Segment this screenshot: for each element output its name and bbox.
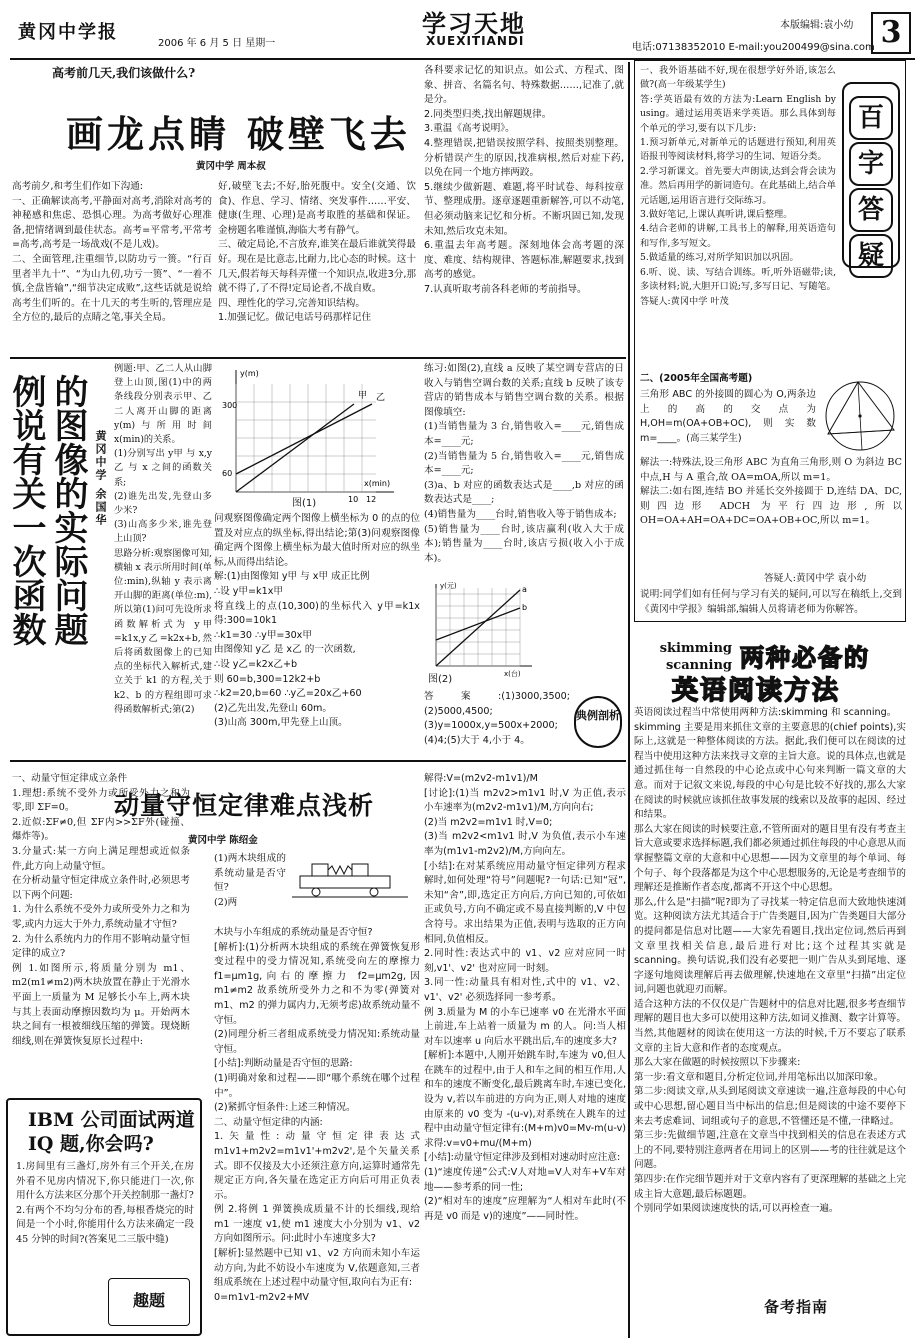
fig1-ytick: 300 <box>222 401 238 410</box>
article1-col2: 好,破壁飞去;不好,胎死腹中。安全(交通、饮食)、作息、学习、情绪、突发事件……平安、健康(生理、心理)是高考取胜的基础和保证。金榜题名唯谨慎,海临大考有静气。 三、破定局论,不言放弃,谁笑在最后谁就笑得最好。现在是比意志,比耐力,比心态的时候。这十几天,假若每天每科弄懂一个知识点,收进3分,那就不得了,了不得!定局论者,不战自败。 四、理性化的学习,完善知识结构。 1.加强记忆。做记电话号码那样记住 <box>218 181 416 324</box>
divider-a2 <box>10 760 626 762</box>
fig2-xlabel: x(台) <box>504 670 521 678</box>
fig1-xlabel: x(min) <box>364 479 391 488</box>
contact-info: 电话:07138352010 E-mail:you200499@sina.com <box>632 42 875 53</box>
fig1-series-label: 甲 <box>358 391 368 401</box>
fig2-series-label: a <box>522 585 527 594</box>
seal-char-2: 字 <box>849 142 893 186</box>
article3-headline-2: 英语阅读方法 <box>672 676 841 706</box>
graph-figure-2 <box>424 580 536 684</box>
article4-col-right: 解得:V=(m2v2-m1v1)/M [讨论]:(1)当 m2v2>m1v1 时,V 为正值,表示小车速率为(m2v2-m1v1)/M,方向向右; (2)当 m2v2=m1v1 时,V=0; (3)当 m2v2<m1v1 时,V 为负值,表示小车速率为(m1v1-m2v2)/M,方向向左。 [小结]:在对某系统应用动量守恒定律列方程求解时,如何处理“符号”问题呢?一句话:已知“冠”,未知“舍”,即,选定正方向后,方向已知的,可依如正或负号,方向不确定或不易直接判断的,V 中包含符号。求出结果为正值,表明与选取的正方向相同,负值相反。 2.同时性:表达式中的 v1、v2 应对应同一时刻,v1'、v2' 也对应同一时刻。 3.同一性:动量具有相对性,式中的 v1、v2、v1'、v2' 必须选择同一参考系。 例 3.质量为 M 的小车已速率 v0 在光滑水平面上前进,车上站着一质量为 m 的人。问:当人相对车以速率 u 向后水平跳出后,车的速度多大? [解析]:本题中,人刚开始跳车时,车速为 v0,但人在跳车的过程中,由于人和车之间的相互作用,人和车的速度不断变化,最后跳离车时,车速已变化,设为 v,若以车前进的方向为正,则人对地的速度由原来的 v0 变为 -(u-v),对系统在人跳车的过程中由动量守恒定律有:(M+m)v0=Mv-m(u-v)求得:v=v0+mu/(M+m) [小结]:动量守恒定律涉及到相对速动时应注意: (1)“速度传递”公式:V人对地=V人对车+V车对地——参考系的同一性; (2)“相对车的速度”应理解为“人相对车此时(不再是 v0 而是 v)的速度”——同时性。 <box>424 773 626 1222</box>
issue-date: 2006 年 6 月 5 日 星期一 <box>158 38 276 49</box>
qa-block2-answerer: 答疑人:黄冈中学 袁小幼 <box>764 573 867 584</box>
section-title: 学习天地 <box>422 9 526 38</box>
article2-example <box>114 362 212 715</box>
section-pinyin: XUEXITIANDI <box>426 34 525 48</box>
article4-side-col: 一、动量守恒定律成立条件 1.理想:系统不受外力或所受外力之和为零,即 ΣF=0。 2.近似:ΣF≠0,但 ΣF内>>ΣF外(碰撞、爆炸等)。 3.分量式:某一方向上满足理想或近似条件,此方向上动量守恒。 在分析动量守恒定律成立条件时,必须思考以下两个问题: 1. 为什么系统不受外力或所受外力之和为零,或内力远大于外力,系统动量才守恒? 2. 为什么系统内力的作用不影响动量守恒定律的成立? 例 1.如图所示,将质量分别为 m1、m2(m1≠m2)两木块放置在静止于光滑水平面上一质量为 M 足够长小车上,两木块与其上表面动摩擦因数均为 μ。开始两木块之间有一根被细线压缩的弹簧。现烧断细线,则在弹簧恢复原长过程中: <box>12 773 190 1047</box>
ibm-title: IBM 公司面试两道 IQ 题,你会吗? <box>28 1109 195 1155</box>
classic-example-stamp: 典例剖析 <box>574 696 622 748</box>
article4-byline: 黄冈中学 陈绍金 <box>188 835 258 846</box>
article1-kicker: 高考前几天,我们该做什么? <box>52 66 196 80</box>
fig1-ylabel: y(m) <box>240 369 259 378</box>
article2-analysis-tail <box>12 682 212 756</box>
qa-block2-title: 二、(2005年全国高考题) <box>640 373 753 384</box>
fig1-line-jia <box>236 404 354 492</box>
masthead <box>10 4 915 60</box>
qa-block2-problem: 三角形 ABC 的外接圆的圆心为 O,两条边上的高的交点为 H,OH=m(OA+OB+OC),则实数 m=____。(高三某学生) <box>640 389 816 444</box>
page-editor: 本版编辑:袁小幼 <box>780 20 854 31</box>
article2-title-col1: 例说有关一次函数 <box>6 374 46 646</box>
article3-body: 英语阅读过程当中常使用两种方法:skimming 和 scanning。 skimming 主要是用来抓住文章的主要意思的(chief points),实际上,这就是一种整体阅读的方法。据此,我们便可以在阅读的过程当中使用这种方法来找寻文章的主旨大意。说的具体点,也就是通过抓住每一自然段的中心论点或中心句来判断一篇文章的大意。而对于记叙文来说,每段的中心句是比较不好找的,那么大家在阅读的时候就应该抓住故事发展的线索以及故事的起因、经过和结果。 那么大家在阅读的时候要注意,不管所面对的题目里有没有考查主旨大意或要求选择标题,我们都必须通过抓住每段的中心意思从而掌握整篇文章的大意和中心思想——因为文章里的每个单词、每个句子、每个段落都是为这个中心思想服务的,无论是考查细节的理解还是推断作者态度,都离不开这个中心思想。 那么,什么是“扫描”呢?即为了寻找某一特定信息而大致地快速浏览。这种阅读方法尤其适合于广告类题目,因为广告类题目大部分的提问都是信息对比题——大家先看题目,找出定位词,然后再到文章里找相关信息,最后进行对比;这个过程其实就是 scanning。换句话说,我们没有必要把一则广告从头到尾地、逐字逐句地阅读理解后再去做理解,快速地在文章里“扫描”出定位词,问题也就迎刃而解。 适合这种方法的不仅仅是广告题材中的信息对比题,很多考查细节理解的题目也大多可以使用这种方法,如词义推测、数字计算等。当然,其他题材的阅读在使用这一方法的时候,千万不要忘了联系文章的主旨大意和作者的态度观点。 那么大家在做题的时候按照以下步骤来: 第一步:看文章和题目,分析定位词,并用笔标出以加深印象。 第二步:阅读文章,从头到尾阅读文章速读一遍,注意每段的中心句或中心思想,留心题目当中标出的信息;但是阅读的中途不要停下来去考虑难词、词组或句子的意思,不管懂还是不懂,一律略过。 第三步:先做细节题,注意在文章当中找到相关的信息在表述方式上的不同,要特别注意两者在用词上的区别——考的往往就是这个问题。 第四步:在作完细节题并对于文章内容有了更深理解的基础之上完成主旨大意题,最后标题题。 个别同学如果阅读速度快的话,可以再检查一遍。 <box>634 707 906 1215</box>
graph-figure-1 <box>214 364 400 512</box>
article1-headline: 画龙点睛 破壁飞去 <box>66 112 411 156</box>
article4-question: (1)两木块组成的系统动量是否守恒? (2)两 <box>214 853 286 908</box>
word-skimming: skimming <box>659 641 732 656</box>
article4-col-mid: 木块与小车组成的系统动量是否守恒? [解析]:(1)分析两木块组成的系统在弹簧恢复形变过程中的受力情况知,系统受向左的摩擦力 f1=μm1g,向右的摩擦力 f2=μm2g,因 m1≠m2 故系统所受外力之和不为零(弹簧对 m1、m2 的弹力属内力,无须考虑)故系统动量不守恒。 (2)同理分析三者组成系统受力情况知:系统动量守恒。 [小结]:判断动量是否守恒的思路: (1)明确对象和过程——即“哪个系统在哪个过程中”。 (2)紧抓守恒条件:上述三种情况。 二、动量守恒定律的内涵: 1.矢量性:动量守恒定律表达式 m1v1+m2v2=m1v1'+m2v2',是个矢量关系式。即不仅接及大小还须注意方向,运算时通常先规定正方向,各矢量在选定正方向后可用正负表示。 例 2.将例 1 弹簧换成质量不计的长细线,现给 m1 一速度 v1,使 m1 速度大小分别为 v1、v2 方向如图所示。问:此时小车速度多大? [解析]:显然题中已知 v1、v2 方向而未知小车运动方向,为此不妨设小车速度为 V,依题意知,三者组成系统在上述过程中动量守恒,取向右为正有: 0=m1v1-m2v2+MV <box>214 927 420 1303</box>
article3-headline-1: 两种必备的 <box>740 643 870 672</box>
seal-char-1: 百 <box>849 96 893 140</box>
article2-practice: 练习:如图(2),直线 a 反映了某空调专营店的日收入与销售空调台数的关系;直线 b 反映了该专营店的销售成本与销售空调台数的关系。根据图像填空: (1)当销售量为 3 台,销售收入=____元,销售成本=____元; (2)当销售量为 5 台,销售收入=____元,销售成本=____元; (3)a、b 对应的函数表达式是____,b 对应的函数表达式是____; (4)销售量为____台时,销售收入等于销售成本; (5)销售量为____台时,该店赢利(收入大于成本);销售量为____台时,该店亏损(收入小于成本)。 <box>424 363 624 564</box>
paper-name-logo: 黄冈中学报 <box>18 22 118 43</box>
example-text: 例题:甲、乙二人从山脚登上山顶,图(1)中的两条线段分别表示甲、乙二人离开山脚的距离 y(m)与所用时间 x(min)的关系。 (1)分别写出 y甲 与 x,y乙 与 x 之间的函数关系; (2)谁先出发,先登山多少米? (3)山高多少米,谁先登上山顶? 思路分析:观察图像可知,横轴 x 表示所用时间(单位:min),纵轴 y 表示离开山脚的距离(单位:m),所以第(1)问可先设所求函数解析式为 y甲=k1x,y乙=k2x+b,然后将函数图像上的已知点的坐标代入解析式,建立关于 k1 的方程,关于 k2、b 的方程组即可求得函数解析式;第(2) <box>114 363 212 715</box>
qa-block2-solution: 解法一:特殊法,设三角形 ABC 为直角三角形,则 O 为斜边 BC 中点,H 与 A 重合,故 OA=mOA,所以 m=1。 解法二:如右图,连结 BO 并延长交外接圆于 D,连结 DA、DC,则四边形 ADCH 为平行四边形,所以 OH=OA+AH=OA+DC=OA+OB+OC,所以 m=1。 <box>640 457 902 527</box>
seal-char-4: 疑 <box>849 234 893 278</box>
exam-guide-tag: 备考指南 <box>764 1298 829 1316</box>
word-scanning: scanning <box>665 658 732 673</box>
article1-byline: 黄冈中学 周本叔 <box>196 161 266 172</box>
divider-a1 <box>10 357 626 359</box>
fig1-line-yi <box>236 404 372 474</box>
skim-scan-words <box>648 640 732 674</box>
fun-question-tag: 趣题 <box>108 1278 190 1326</box>
circumcircle-figure <box>818 372 902 458</box>
article2-answer: 答案:(1)3000,3500;(2)5000,4500;(3)y=1000x,y=500x+2000;(4)4;(5)大于 4,小于 4。 <box>424 691 570 746</box>
fig1-caption: 图(1) <box>292 498 317 509</box>
ibm-body: 1.房间里有三盏灯,房外有三个开关,在房外看不见房内情况下,你只能进门一次,你用什么方法来区分那个开关控制那一盏灯? 2.有两个不均匀分布的香,每根香烧完的时间是一个小时,你能用什么方法来确定一段 45 分钟的时间?(答案见二三版中缝) <box>16 1161 194 1245</box>
article2-title-col2: 的图像的实际问题 <box>48 374 88 646</box>
fig2-ylabel: y(元) <box>440 582 457 590</box>
fig1-xtick: 10 <box>348 495 359 504</box>
fig1-series-label: 乙 <box>376 393 386 403</box>
cart-diagram <box>292 850 412 916</box>
fig2-series-label: b <box>522 603 528 612</box>
fig1-xtick: 12 <box>366 495 377 504</box>
article2-byline: 黄冈中学 余国华 <box>94 430 107 527</box>
article1-col3: 各科要求记忆的知识点。如公式、方程式、图象、拼音、名篇名句、特殊数据……,记准了,就是分。 2.同类型归类,找出解题规律。 3.重温《高考说明》。 4.整理错误,把错误按照学科、按照类别整理。分析错误产生的原因,找准病根,然后对症下药,以免在同一个地方摔两跤。 5.继续少做新题、难题,将平时试卷、每科按章节、整理成册。逐章逐题重新解答,可以不动笔,但必须动脑来记忆和分析。不断巩固已知,发现未知,然后攻克未知。 6.重温去年高考题。深刻地体会高考题的深度、难度、结构规律、答题标准,解题要求,找到高考的感觉。 7.认真听取考前各科老师的考前指导。 <box>424 65 624 295</box>
fig1-ytick: 60 <box>222 469 233 478</box>
qa-note: 说明:同学们如有任何与学习有关的疑问,可以写在稿纸上,交到《黄冈中学报》编辑部,编辑人员将请老师为你解答。 <box>640 589 902 615</box>
seal-char-3: 答 <box>849 188 893 232</box>
ibm-puzzle-box <box>6 1098 202 1336</box>
column-divider-right <box>628 62 630 1338</box>
article1-col1: 高考前夕,和考生们作如下沟通: 一、正确解读高考,平静面对高考,消除对高考的神秘感和焦虑、恐惧心理。为高考做好心理准备,把情绪调到最佳状态。高考=平常考,平常考=高考,高考是一场战戏(不是儿戏)。 二、全面管理,注重细节,以防功亏一篑。“行百里者半九十”、“为山九仞,功亏一篑”、“一着不慎,全盘皆输”,“细节决定成败”,这些话就是说给高考生们听的。在十几天的考生听的,管理应是全方位的,最后的点睛之笔,事关全局。 <box>12 181 212 324</box>
page-number: 3 <box>871 12 911 54</box>
article2-solution: 问观察图像确定两个图像上横坐标为 0 的点的位置及对应点的纵坐标,得出结论;第(3)问观察图像确定两个图像上横坐标为最大值时所对应的纵坐标,从而得出结论。 解:(1)由图像知 y甲 与 x甲 成正比例 ∴设 y甲=k1x甲 将直线上的点(10,300)的坐标代入 y甲=k1x 得:300=10k1 ∴k1=30 ∴y甲=30x甲 由图像知 y乙 是 x乙 的一次函数, ∴设 y乙=k2x乙+b 则 60=b,300=12k2+b ∴k2=20,b=60 ∴y乙=20x乙+60 (2)乙先出发,先登山 60m。 (3)山高 300m,甲先登上山顶。 <box>214 513 420 729</box>
article4-headline: 动量守恒定律难点浅析 <box>114 791 375 820</box>
fig2-caption: 图(2) <box>428 674 453 685</box>
qa-block1: 一、我外语基础不好,现在很想学好外语,该怎么做?(高一年级某学生) 答:学英语最有效的方法为:Learn English by using。通过运用英语来学英语。那么具体到每个单元的学习,要有以下几步: 1.预习新单元,对新单元的话题进行预知,利用英语报刊等阅读材料,将学习的生词、短语分类。 2.学习新课文。首先要大声朗读,达到会背会读为准。然后再用学的新词造句。在此基础上,结合单元话题,运用语言进行交际练习。 3.做好笔记,上课认真听讲,课后整理。 4.结合老师的讲解,工具书上的解释,用英语造句和写作,多写短文。 5.做适量的练习,对所学知识加以巩固。 6.听、说、读、写结合训练。听,听外语磁带;读,多读材料;说,大胆开口说;写,多写日记、写随笔。 答疑人:黄冈中学 叶茂 <box>640 65 836 307</box>
qa-seal <box>842 82 900 271</box>
